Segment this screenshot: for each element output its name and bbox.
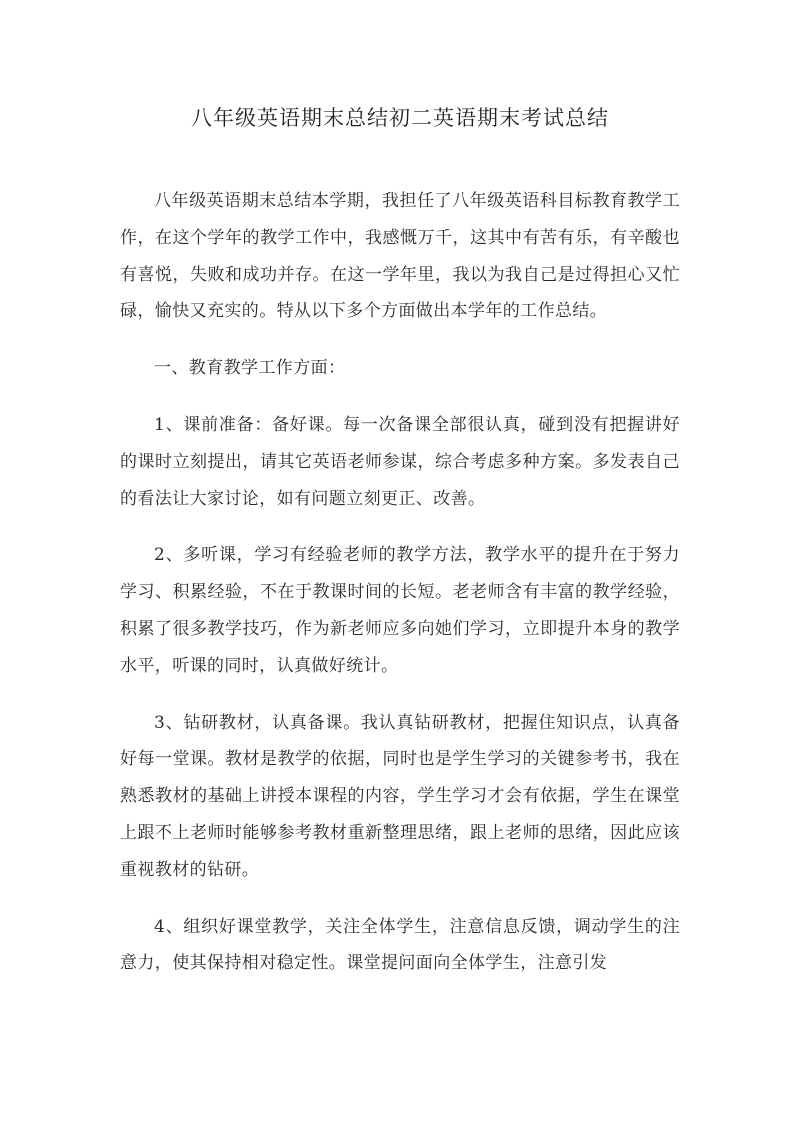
paragraph-item-4: 4、组织好课堂教学，关注全体学生，注意信息反馈，调动学生的注意力，使其保持相对稳定性。课堂提问面向全体学生，注意引发	[120, 916, 680, 974]
paragraph-intro: 八年级英语期末总结本学期，我担任了八年级英语科目标教育教学工作，在这个学年的教学工作中，我感慨万千，这其中有苦有乐，有辛酸也有喜悦，失败和成功并存。在这一学年里，我以为我自己是过得担心又忙碌，愉快又充实的。特从以下多个方面做出本学年的工作总结。	[120, 191, 680, 322]
paragraph-item-1: 1、课前准备：备好课。每一次备课全部很认真，碰到没有把握讲好的课时立刻提出，请其它英语老师参谋，综合考虑多种方案。多发表自己的看法让大家讨论，如有问题立刻更正、改善。	[120, 414, 680, 509]
document-title: 八年级英语期末总结初二英语期末考试总结	[191, 106, 609, 130]
section-heading-teaching: 一、教育教学工作方面：	[154, 358, 346, 379]
paragraph-item-3: 3、钻研教材，认真备课。我认真钻研教材，把握住知识点，认真备好每一堂课。教材是教学的依据，同时也是学生学习的关键参考书，我在熟悉教材的基础上讲授本课程的内容，学生学习才会有依据，学生在课堂上跟不上老师时能够参考教材重新整理思绪，跟上老师的思绪，因此应该重视教材的钻研。	[120, 712, 680, 880]
document-body	[120, 183, 680, 1002]
paragraph-item-2: 2、多听课，学习有经验老师的教学方法，教学水平的提升在于努力学习、积累经验，不在于教课时间的长短。老老师含有丰富的教学经验，积累了很多教学技巧，作为新老师应多向她们学习，立即提升本身的教学水平，听课的同时，认真做好统计。	[120, 545, 680, 676]
